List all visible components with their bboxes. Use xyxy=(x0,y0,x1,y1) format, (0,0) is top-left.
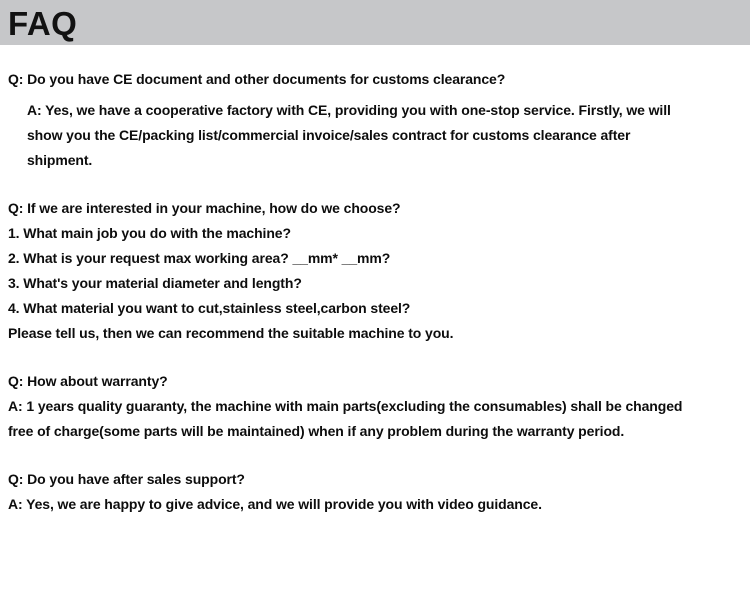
faq-answer-line: show you the CE/packing list/commercial invoice/sales contract for customs clearance after xyxy=(27,127,631,143)
faq-answer-line: A: 1 years quality guaranty, the machine with main parts(excluding the consumables) shall be changed xyxy=(8,398,683,414)
faq-content xyxy=(0,45,750,517)
faq-question-line: Q: Do you have after sales support? xyxy=(8,471,245,487)
faq-question-line: Q: How about warranty? xyxy=(8,373,168,389)
faq-answer-line: A: Yes, we are happy to give advice, and we will provide you with video guidance. xyxy=(8,496,542,512)
faq-header-bar xyxy=(0,0,750,45)
faq-answer-line: A: Yes, we have a cooperative factory with CE, providing you with one-stop service. Firstly, we will xyxy=(27,102,671,118)
faq-answer-line: 2. What is your request max working area? __mm* __mm? xyxy=(8,250,391,266)
faq-section-warranty xyxy=(8,369,742,444)
faq-answer-line: 4. What material you want to cut,stainless steel,carbon steel? xyxy=(8,300,411,316)
faq-answer-line: shipment. xyxy=(27,152,93,168)
faq-section-after-sales-support xyxy=(8,467,742,517)
faq-section-how-to-choose xyxy=(8,196,742,346)
faq-question-line: Q: Do you have CE document and other documents for customs clearance? xyxy=(8,71,506,87)
faq-answer-line: Please tell us, then we can recommend the suitable machine to you. xyxy=(8,325,454,341)
faq-title: FAQ xyxy=(8,5,78,42)
faq-answer-line: free of charge(some parts will be maintained) when if any problem during the warranty period. xyxy=(8,423,625,439)
faq-answer-line: 3. What's your material diameter and length? xyxy=(8,275,302,291)
faq-answer-line: 1. What main job you do with the machine? xyxy=(8,225,291,241)
faq-section-customs-clearance xyxy=(8,67,742,173)
faq-question-line: Q: If we are interested in your machine, how do we choose? xyxy=(8,200,401,216)
